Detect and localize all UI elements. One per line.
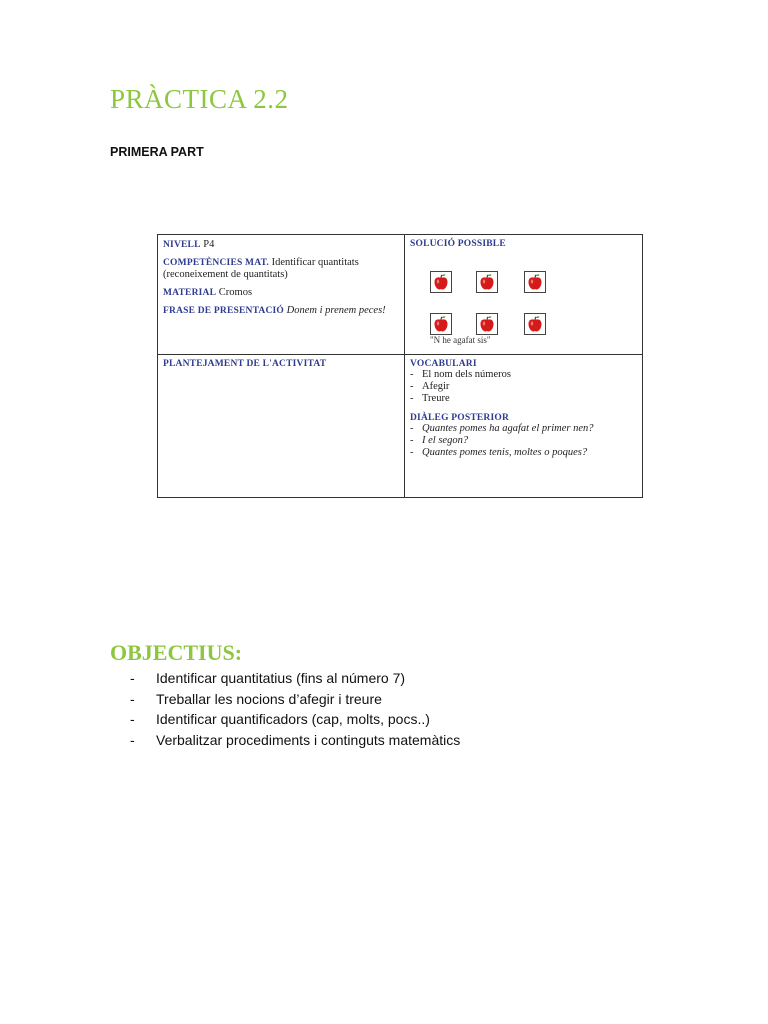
section-subtitle: PRIMERA PART	[110, 145, 204, 159]
list-item: - Quantes pomes ha agafat el primer nen?	[410, 423, 594, 434]
list-item: - Treballar les nocions d’afegir i treure	[130, 690, 382, 707]
list-item: - Treure	[410, 393, 450, 404]
table-cell-solution	[410, 239, 640, 345]
competencies-value: Identificar quantitats	[271, 257, 359, 268]
solucio-label: SOLUCIÓ POSSIBLE	[410, 239, 506, 249]
plantejament-label: PLANTEJAMENT DE L'ACTIVITAT	[163, 359, 327, 369]
vocabulari-list	[410, 369, 640, 405]
material-value: Cromos	[218, 287, 253, 298]
apple-icon	[524, 271, 546, 293]
objectius-heading: OBJECTIUS:	[110, 640, 243, 665]
frase-row	[163, 305, 399, 317]
list-item: - Verbalitzar procediments i continguts matemàtics	[130, 731, 461, 748]
nivell-label: NIVELL	[163, 240, 201, 250]
nivell-row	[163, 239, 399, 251]
page-title: PRÀCTICA 2.2	[110, 84, 289, 114]
material-row	[163, 287, 399, 299]
objectius-list	[130, 668, 460, 750]
apple-icon	[524, 313, 546, 335]
dialeg-label: DIÀLEG POSTERIOR	[410, 413, 510, 423]
competencies-value-2: (reconeixement de quantitats)	[163, 269, 288, 280]
table-divider-horizontal	[158, 354, 642, 355]
apple-icon	[476, 271, 498, 293]
list-item: - Afegir	[410, 381, 450, 392]
competencies-row	[163, 257, 399, 281]
table-cell-vocabulari	[410, 359, 640, 459]
list-item: - Identificar quantificadors (cap, molts, pocs..)	[130, 711, 430, 727]
vocabulari-label: VOCABULARI	[410, 359, 477, 369]
nivell-value: P4	[203, 239, 215, 250]
list-item: - Quantes pomes tenis, moltes o poques?	[410, 447, 588, 458]
list-item: - Identificar quantitatius (fins al número 7)	[130, 670, 406, 686]
solution-quote: "N he agafat sis"	[430, 335, 491, 345]
dialeg-list	[410, 423, 640, 459]
apple-icon	[476, 313, 498, 335]
table-cell-info	[163, 239, 399, 323]
material-label: MATERIAL	[163, 288, 217, 298]
list-item: - El nom dels números	[410, 369, 511, 380]
apple-icon	[430, 313, 452, 335]
activity-table	[157, 234, 643, 498]
apples-grid	[410, 249, 640, 339]
table-divider-vertical	[404, 235, 405, 497]
competencies-label: COMPETÈNCIES MAT.	[163, 258, 269, 268]
list-item: - I el segon?	[410, 435, 469, 446]
frase-value: Donem i prenem peces!	[286, 305, 386, 316]
apple-icon	[430, 271, 452, 293]
table-cell-plantejament	[163, 359, 399, 369]
frase-label: FRASE DE PRESENTACIÓ	[163, 306, 285, 316]
